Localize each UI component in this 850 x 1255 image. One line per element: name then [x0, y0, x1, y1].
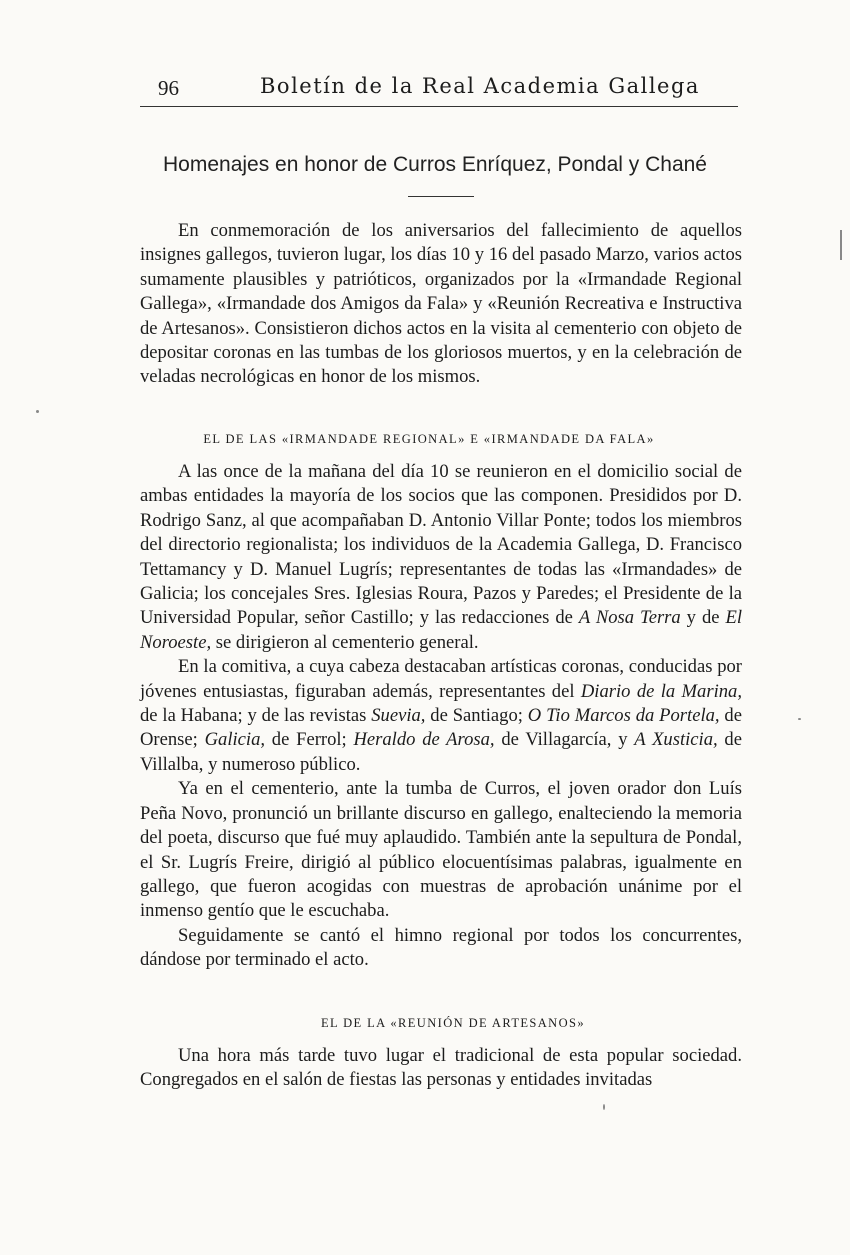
article-title: Homenajes en honor de Curros Enríquez, Pondal y Chané: [163, 153, 707, 176]
periodical-name: Diario de la Marina,: [580, 680, 742, 702]
text-run: se dirigieron al cementerio general.: [211, 631, 479, 653]
scan-speck: [36, 410, 39, 413]
text-run: y de: [680, 607, 726, 629]
page-header: [140, 72, 738, 107]
text-run: de Santiago;: [425, 705, 528, 727]
text-run: En la comitiva, a cuya cabeza destacaban artísticas coronas, conducidas por jóvenes entusiastas, figuraban además, representantes del: [140, 656, 742, 702]
text-run: de Villalba, y numeroso público.: [140, 729, 742, 775]
scan-speck: [603, 1104, 605, 1110]
text-run: de Orense;: [140, 705, 742, 751]
section2-body: [140, 1044, 742, 1093]
scan-speck: [798, 718, 801, 720]
periodical-name: El Noroeste,: [140, 607, 742, 653]
intro-block: [140, 219, 742, 390]
text-run: de la Habana; y de las revistas: [140, 705, 372, 727]
periodical-name: Galicia,: [204, 729, 266, 751]
paragraph-procession: [140, 655, 742, 777]
periodical-name: O Tio Marcos da Portela,: [527, 705, 720, 727]
paragraph-artesanos: Una hora más tarde tuvo lugar el tradicional de esta popular sociedad. Congregados en el salón de fiestas las personas y entidades invitadas: [140, 1045, 742, 1091]
paragraph-cemetery: Ya en el cementerio, ante la tumba de Curros, el joven orador don Luís Peña Novo, pronunció un brillante discurso en gallego, enalteciendo la memoria del poeta, discurso que fué muy aplaudido. También ante la sepultura de Pondal, el Sr. Lugrís Freire, dirigió al público elocuentísimas palabras, igualmente en gallego, que fueron acogidas con muestras de aprobación unánime por el inmenso gentío que le escuchaba.: [140, 778, 742, 922]
paragraph-meeting: [140, 460, 742, 655]
paragraph-anthem: Seguidamente se cantó el himno regional por todos los concurrentes, dándose por terminado el acto.: [140, 924, 742, 971]
page-number: 96: [158, 76, 179, 100]
section1-body: [140, 460, 742, 973]
title-divider: [408, 196, 474, 197]
scan-speck: [840, 230, 842, 260]
running-title: Boletín de la Real Academia Gallega: [260, 74, 700, 98]
text-run: A las once de la mañana del día 10 se reunieron en el domicilio social de ambas entidades la mayoría de los socios que las componen. Presididos por D. Rodrigo Sanz, al que acompañaban D. Antonio Villar Ponte; todos los miembros del directorio regionalista; los individuos de la Academia Gallega, D. Francisco Tettamancy y D. Manuel Lugrís; representantes de todas las «Irmandades» de Galicia; los concejales Sres. Iglesias Roura, Pazos y Paredes; el Presidente de la Universidad Popular, señor Castillo; y las redacciones de: [140, 461, 742, 629]
intro-paragraph: En conmemoración de los aniversarios del fallecimiento de aquellos insignes gallegos, tuvieron lugar, los días 10 y 16 del pasado Marzo, varios actos sumamente plausibles y patrióticos, organizados por la «Irmandade Regional Gallega», «Irmandade dos Amigos da Fala» y «Reunión Recreativa e Instructiva de Artesanos». Consistieron dichos actos en la visita al cementerio con objeto de depositar coronas en las tumbas de los gloriosos muertos, y en la celebración de veladas necrológicas en honor de los mismos.: [140, 220, 742, 388]
periodical-name: A Nosa Terra: [578, 607, 681, 629]
periodical-name: Suevia,: [371, 705, 426, 727]
text-run: de Ferrol;: [265, 729, 354, 751]
text-run: de Villagarcía, y: [494, 729, 635, 751]
periodical-name: Heraldo de Arosa,: [353, 729, 495, 751]
periodical-name: A Xusticia,: [634, 729, 718, 751]
section-heading-artesanos: EL DE LA «REUNIÓN DE ARTESANOS»: [320, 1016, 586, 1030]
section-heading-irmandades: EL DE LAS «IRMANDADE REGIONAL» E «IRMANDADE DA FALA»: [203, 432, 655, 446]
